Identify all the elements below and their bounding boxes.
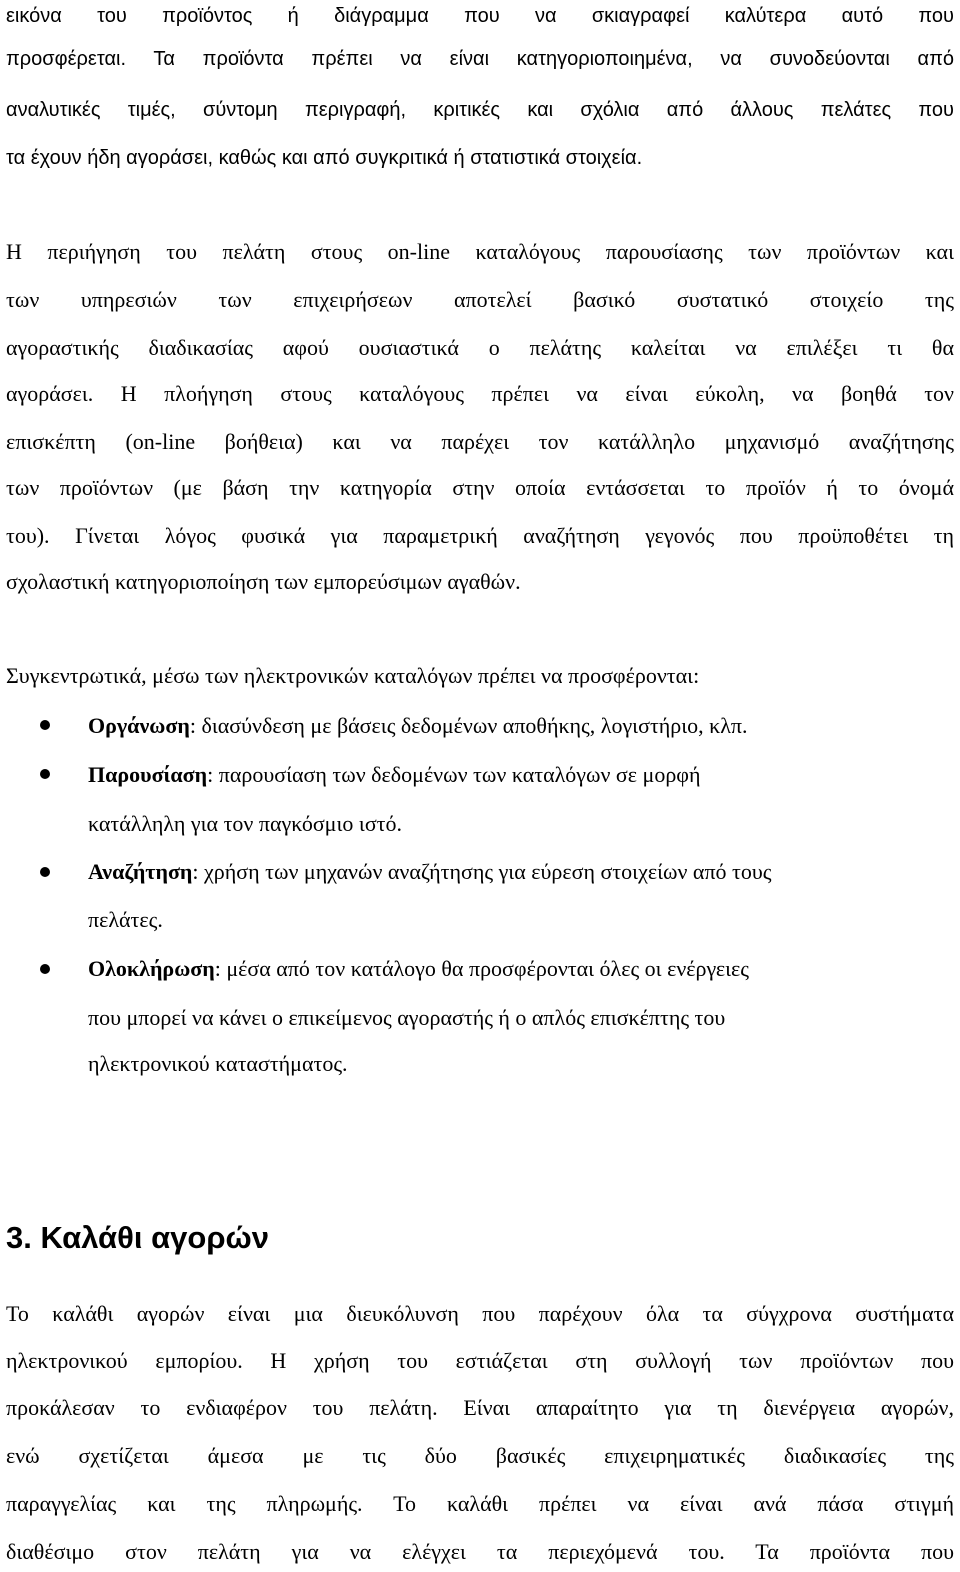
paragraph-line: Το καλάθι αγορών είναι μια διευκόλυνση που παρέχουν όλα τα σύγχρονα συστήματα	[6, 1301, 954, 1326]
bullet-text: μέσα από τον κατάλογο θα προσφέρονται όλες οι ενέργειες	[226, 956, 749, 981]
intro-line: αναλυτικές τιμές, σύντομη περιγραφή, κριτικές και σχόλια από άλλους πελάτες που	[6, 99, 954, 121]
paragraph-line: σχολαστική κατηγοριοποίηση των εμπορεύσιμων αγαθών.	[6, 569, 521, 594]
summary-intro: Συγκεντρωτικά, μέσω των ηλεκτρονικών καταλόγων πρέπει να προσφέρονται:	[6, 663, 700, 688]
document-page: εικόνα του προϊόντος ή διάγραμμα που να σκιαγραφεί καλύτερα αυτό που προσφέρεται. Τα προϊόντα πρέπει να είναι κατηγοριοποιημένα, να συνοδεύονται από αναλυτικές τιμές, σύντομη περιγραφή, κριτικές και σχόλια από άλλους πελάτες που τα έχουν ήδη αγοράσει, καθώς και από συγκριτικά ή στατιστικά στοιχεία. Η περιήγηση του πελάτη στους on-line καταλόγους παρουσίασης των προϊόντων και των υπηρεσιών των επιχειρήσεων αποτελεί βασικό συστατικό στοιχείο της αγοραστικής διαδικασίας αφού ουσιαστικά ο πελάτης καλείται να επιλέξει τι θα αγοράσει. Η πλοήγηση στους καταλόγους πρέπει να είναι εύκολη, να βοηθά τον επισκέπτη (on-line βοήθεια) και να παρέχει τον κατάλληλο μηχανισμό αναζήτησης των προϊόντων (με βάση την κατηγορία στην οποία εντάσσεται το προϊόν ή το όνομά του). Γίνεται λόγος φυσικά για παραμετρική αναζήτηση γεγονός που προϋποθέτει τη σχολαστική κατηγοριοποίηση των εμπορεύσιμων αγαθών. Συγκεντρωτικά, μέσω των ηλεκτρονικών καταλόγων πρέπει να προσφέρονται: Οργάνωση: διασύνδεση με βάσεις δεδομένων αποθήκης, λογιστήριο, κλπ. Παρουσίαση: παρουσίαση των δεδομένων των καταλόγων σε μορφή κατάλληλη για τον παγκόσμιο ιστό. Αναζήτηση: χρήση των μηχανών αναζήτησης για εύρεση στοιχείων από τους πελάτες. Ολοκλήρωση: μέσα από τον κατάλογο θα προσφέρονται όλες οι ενέργειες που μπορεί να κάνει ο επικείμενος αγοραστής ή ο απλός επισκέπτης του ηλεκτρονικού καταστήματος. 3. Καλάθι αγορών Το καλάθι αγορών είναι μια διευκόλυνση που παρέχουν όλα τα σύγχρονα συστήματα ηλεκτρονικού εμπορίου. Η χρήση του εστιάζεται στη συλλογή των προϊόντων που προκάλεσαν το ενδιαφέρον του πελάτη. Είναι απαραίτητο για τη διενέργεια αγορών, ενώ σχετίζεται άμεσα με τις δύο βασικές επιχειρηματικές διαδικασίες της παραγγελίας και της πληρωμής. Το καλάθι πρέπει να είναι ανά πάσα στιγμή διαθέσιμο στον πελάτη για να ελέγχει τα περιεχόμενά του. Τα προϊόντα που	[0, 0, 960, 1572]
intro-line: προσφέρεται. Τα προϊόντα πρέπει να είναι κατηγοριοποιημένα, να συνοδεύονται από	[6, 48, 954, 70]
paragraph-line: Η περιήγηση του πελάτη στους on-line καταλόγους παρουσίασης των προϊόντων και	[6, 239, 954, 264]
paragraph-line: ηλεκτρονικού εμπορίου. Η χρήση του εστιάζεται στη συλλογή των προϊόντων που	[6, 1348, 954, 1373]
bullet-text: ηλεκτρονικού καταστήματος.	[88, 1051, 348, 1076]
bullet-term: Ολοκλήρωση	[88, 956, 215, 981]
section-heading: 3. Καλάθι αγορών	[6, 1220, 269, 1255]
bullet-term: Οργάνωση	[88, 713, 190, 738]
bullet-dot-icon	[40, 769, 50, 779]
paragraph-line: επισκέπτη (on-line βοήθεια) και να παρέχει τον κατάλληλο μηχανισμό αναζήτησης	[6, 429, 954, 454]
bullet-text: διασύνδεση με βάσεις δεδομένων αποθήκης, λογιστήριο, κλπ.	[201, 713, 748, 738]
paragraph-line: ενώ σχετίζεται άμεσα με τις δύο βασικές επιχειρηματικές διαδικασίες της	[6, 1443, 954, 1468]
bullet-text: χρήση των μηχανών αναζήτησης για εύρεση στοιχείων από τους	[204, 859, 772, 884]
paragraph-line: αγοραστικής διαδικασίας αφού ουσιαστικά ο πελάτης καλείται να επιλέξει τι θα	[6, 335, 954, 360]
paragraph-line: αγοράσει. Η πλοήγηση στους καταλόγους πρέπει να είναι εύκολη, να βοηθά τον	[6, 381, 954, 406]
paragraph-line: των υπηρεσιών των επιχειρήσεων αποτελεί βασικό συστατικό στοιχείο της	[6, 287, 954, 312]
paragraph-line: των προϊόντων (με βάση την κατηγορία στην οποία εντάσσεται το προϊόν ή το όνομά	[6, 475, 954, 500]
paragraph-line: προκάλεσαν το ενδιαφέρον του πελάτη. Είναι απαραίτητο για τη διενέργεια αγορών,	[6, 1395, 954, 1420]
paragraph-line: διαθέσιμο στον πελάτη για να ελέγχει τα περιεχόμενά του. Τα προϊόντα που	[6, 1539, 954, 1564]
paragraph-line: παραγγελίας και της πληρωμής. Το καλάθι πρέπει να είναι ανά πάσα στιγμή	[6, 1491, 954, 1516]
bullet-dot-icon	[40, 867, 50, 877]
bullet-term: Αναζήτηση	[88, 859, 193, 884]
bullet-text: πελάτες.	[88, 907, 163, 932]
bullet-term: Παρουσίαση	[88, 762, 208, 787]
bullet-dot-icon	[40, 720, 50, 730]
bullet-text: παρουσίαση των δεδομένων των καταλόγων σε μορφή	[218, 762, 701, 787]
bullet-text: που μπορεί να κάνει ο επικείμενος αγοραστής ή ο απλός επισκέπτης του	[88, 1005, 726, 1030]
bullet-dot-icon	[40, 964, 50, 974]
bullet-text: κατάλληλη για τον παγκόσμιο ιστό.	[88, 811, 403, 836]
paragraph-line: του). Γίνεται λόγος φυσικά για παραμετρική αναζήτηση γεγονός που προϋποθέτει τη	[6, 523, 954, 548]
intro-line: τα έχουν ήδη αγοράσει, καθώς και από συγκριτικά ή στατιστικά στοιχεία.	[6, 147, 643, 169]
intro-line: εικόνα του προϊόντος ή διάγραμμα που να σκιαγραφεί καλύτερα αυτό που	[6, 5, 954, 27]
